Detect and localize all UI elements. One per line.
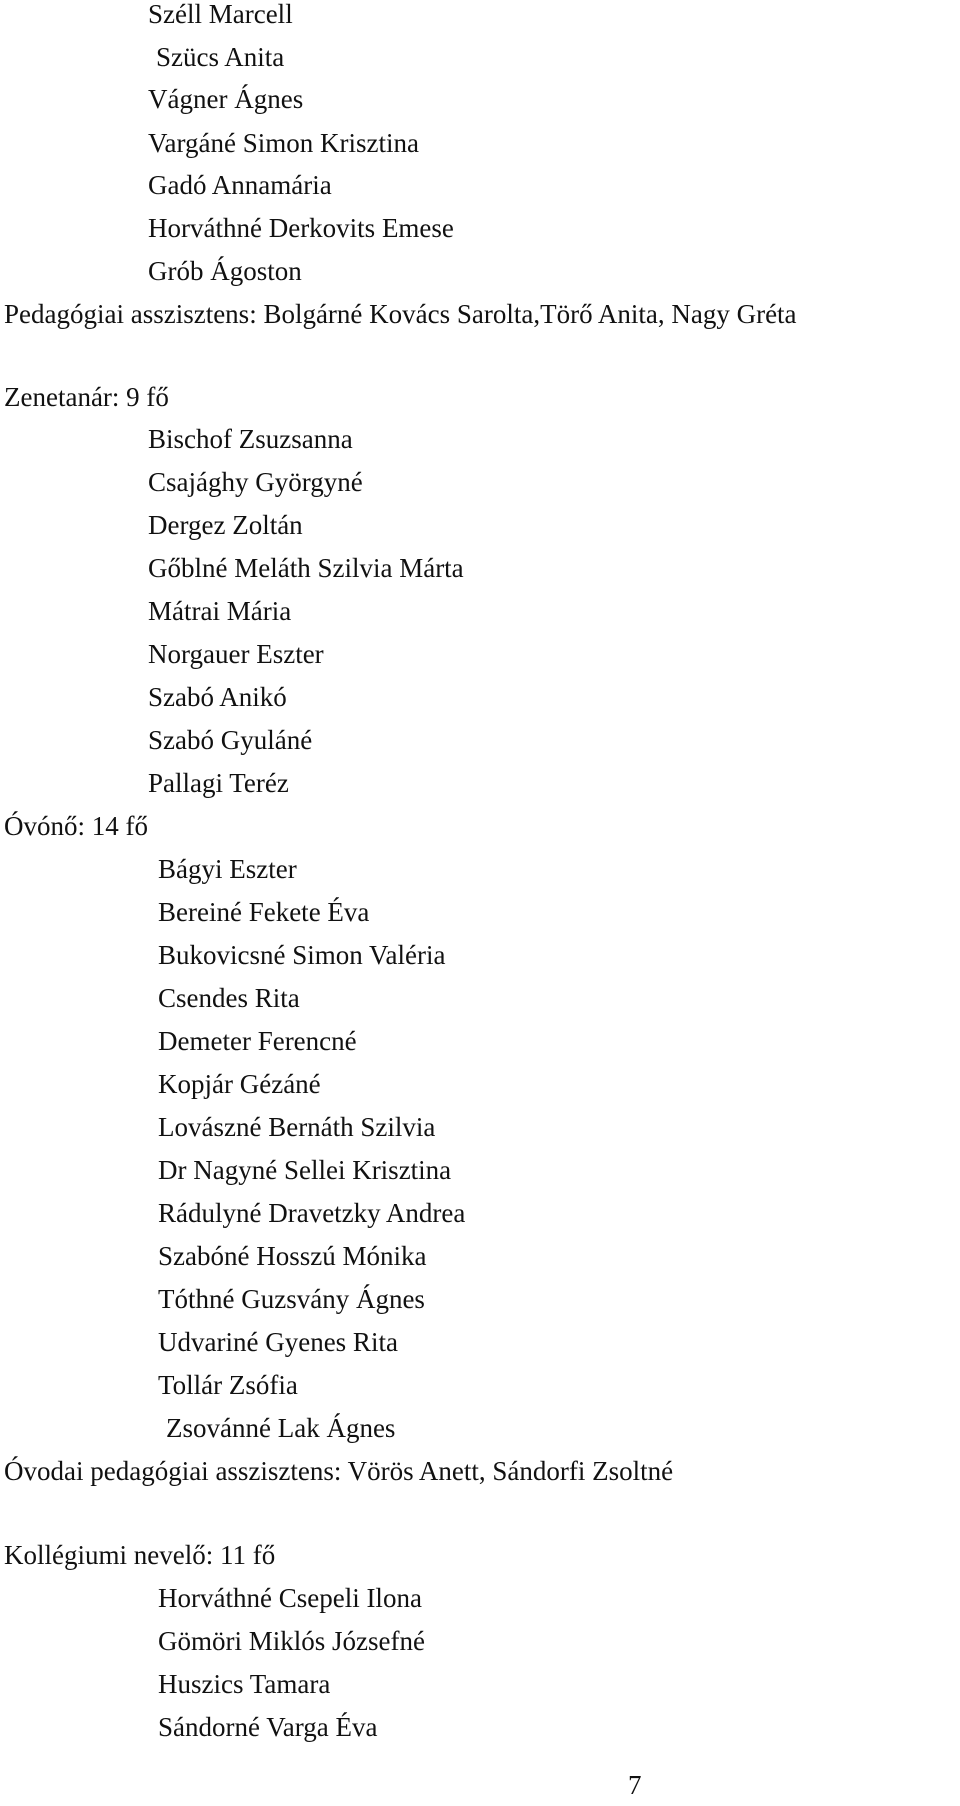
teacher-name: Vágner Ágnes [148,84,304,114]
kindergarten-teacher-name: Udvariné Gyenes Rita [158,1327,398,1357]
dormitory-educator-name: Sándorné Varga Éva [158,1712,378,1742]
music-teacher-name: Dergez Zoltán [148,510,303,540]
kindergarten-teacher-name: Tollár Zsófia [158,1370,298,1400]
music-teacher-name: Norgauer Eszter [148,639,324,669]
music-teachers-heading: Zenetanár: 9 fő [4,382,169,412]
teacher-name: Grób Ágoston [148,256,302,286]
music-teacher-name: Szabó Gyuláné [148,725,313,755]
dormitory-educator-name: Huszics Tamara [158,1669,331,1699]
kindergarten-teacher-name: Rádulyné Dravetzky Andrea [158,1198,466,1228]
kindergarten-teacher-name: Csendes Rita [158,983,300,1013]
teacher-name: Széll Marcell [148,0,293,29]
kindergarten-teachers-heading: Óvónő: 14 fő [4,811,148,841]
kindergarten-teacher-name: Dr Nagyné Sellei Krisztina [158,1155,452,1185]
teacher-name: Gadó Annamária [148,170,332,200]
music-teacher-name: Pallagi Teréz [148,768,289,798]
kindergarten-teacher-name: Bukovicsné Simon Valéria [158,940,446,970]
kindergarten-assistant-line: Óvodai pedagógiai asszisztens: Vörös Anett, Sándorfi Zsoltné [4,1456,674,1486]
kindergarten-teacher-name: Bágyi Eszter [158,854,297,884]
kindergarten-teacher-name: Zsovánné Lak Ágnes [166,1413,396,1443]
kindergarten-teacher-name: Szabóné Hosszú Mónika [158,1241,427,1271]
page-number: 7 [628,1770,642,1800]
pedagogical-assistant-line: Pedagógiai asszisztens: Bolgárné Kovács Sarolta,Törő Anita, Nagy Gréta [4,299,797,329]
dormitory-educator-name: Horváthné Csepeli Ilona [158,1583,422,1613]
music-teacher-name: Bischof Zsuzsanna [148,424,353,454]
dormitory-educators-heading: Kollégiumi nevelő: 11 fő [4,1540,276,1570]
teacher-name: Horváthné Derkovits Emese [148,213,454,243]
kindergarten-teacher-name: Kopjár Gézáné [158,1069,321,1099]
kindergarten-teacher-name: Lovászné Bernáth Szilvia [158,1112,436,1142]
music-teacher-name: Csajághy Györgyné [148,467,363,497]
music-teacher-name: Gőblné Meláth Szilvia Márta [148,553,464,583]
music-teacher-name: Szabó Anikó [148,682,287,712]
kindergarten-teacher-name: Bereiné Fekete Éva [158,897,370,927]
music-teacher-name: Mátrai Mária [148,596,292,626]
kindergarten-teacher-name: Tóthné Guzsvány Ágnes [158,1284,425,1314]
teacher-name: Szücs Anita [156,42,285,72]
dormitory-educator-name: Gömöri Miklós Józsefné [158,1626,425,1656]
kindergarten-teacher-name: Demeter Ferencné [158,1026,357,1056]
teacher-name: Vargáné Simon Krisztina [148,128,419,158]
